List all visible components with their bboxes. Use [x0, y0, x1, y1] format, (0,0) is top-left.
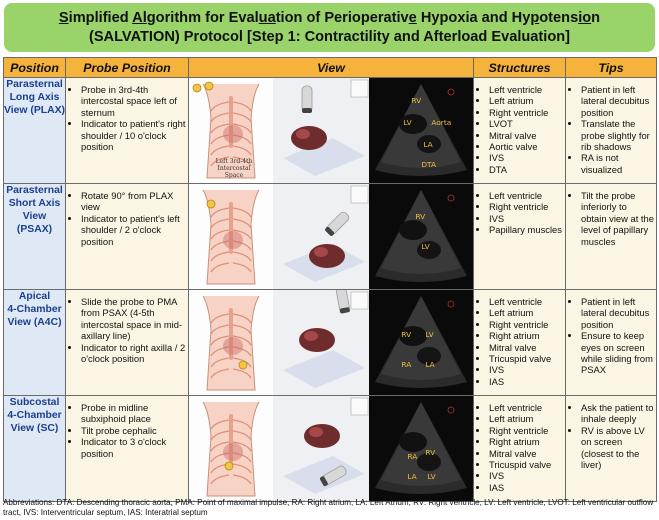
structures-cell	[474, 396, 566, 502]
echo-label: DTA	[421, 160, 437, 169]
probe-position-cell	[66, 78, 189, 184]
list-item: • Left atrium	[489, 307, 563, 318]
chest-panel	[189, 290, 273, 395]
view-position-name	[4, 396, 66, 502]
heart-model-image	[273, 290, 370, 395]
position-line: 4-Chamber	[7, 304, 62, 315]
list-item: • DTA	[489, 164, 563, 175]
title-line-2: (SALVATION) Protocol [Step 1: Contractility and Afterload Evaluation]	[88, 28, 571, 45]
view-position-name	[4, 290, 66, 396]
list-item: • Right atrium	[489, 436, 563, 447]
view-image-strip	[189, 184, 473, 289]
list-item: • LVOT	[489, 118, 563, 129]
chest-caption: Left 3rd-4th Intercostal Space	[215, 158, 253, 179]
view-position-name	[4, 184, 66, 290]
structures-cell-list	[474, 290, 565, 387]
title-line-1: Simplified Algorithm for Evaluation of Perioperative Hypoxia and Hypotension	[58, 9, 601, 26]
tips-cell-list	[566, 290, 656, 376]
structures-cell-list	[474, 78, 565, 175]
header-tips: Tips	[566, 58, 657, 78]
header-position: Position	[4, 58, 66, 78]
list-item: • IVS	[489, 470, 563, 481]
view-image-strip	[189, 290, 473, 395]
list-item: • Papillary muscles	[489, 224, 563, 235]
view-images-cell	[189, 290, 474, 396]
echo-label: Aorta	[431, 118, 452, 127]
list-item: • IAS	[489, 482, 563, 493]
list-item: • IAS	[489, 376, 563, 387]
list-item: • Indicator to right axilla / 2 o'clock position	[81, 342, 186, 365]
echo-label: RV	[425, 448, 436, 457]
list-item: • Rotate 90° from PLAX view	[81, 190, 186, 213]
list-item: • Left ventricle	[489, 296, 563, 307]
position-line: Long Axis	[9, 92, 60, 103]
echo-label: LV	[425, 330, 434, 339]
abbreviations-footnote: Abbreviations: DTA: Descending thoracic aorta, PMA: Point of maximal impulse, RA: Right atrium, LA: Left Atrium, RV: Right ventricle, LV: Left ventricle, LVOT: Left ventricular outflow tract, IVS: Interventricular septum, IAS: Interatrial septum	[3, 498, 654, 517]
list-item: • Tricuspid valve	[489, 459, 563, 470]
list-item: • Patient in left lateral decubitus position	[581, 296, 654, 330]
chest-panel	[189, 396, 273, 501]
structures-cell	[474, 290, 566, 396]
list-item: • RV is above LV on screen (closest to the liver)	[581, 425, 654, 471]
tips-cell	[566, 78, 657, 184]
list-item: • Ask the patient to inhale deeply	[581, 402, 654, 425]
list-item: • RA is not visualized	[581, 152, 654, 175]
list-item: • Aortic valve	[489, 141, 563, 152]
list-item: • Left atrium	[489, 95, 563, 106]
list-item: • Tilt probe cephalic	[81, 425, 186, 436]
list-item: • Tilt the probe inferiorly to obtain view at the level of papillary muscles	[581, 190, 654, 247]
echo-label: RA	[407, 452, 418, 461]
heart-model-image	[273, 396, 370, 501]
probe-position-cell-list	[66, 290, 188, 364]
position-line: Parasternal	[6, 185, 63, 196]
probe-position-cell-list	[66, 184, 188, 247]
position-line: Subcostal	[9, 397, 60, 408]
table-row	[4, 184, 657, 290]
list-item: • Slide the probe to PMA from PSAX (4-5th intercostal space in mid-axillary line)	[81, 296, 186, 342]
probe-position-cell-list	[66, 78, 188, 152]
table-row	[4, 78, 657, 184]
position-line: View (PLAX)	[4, 105, 66, 116]
tips-cell-list	[566, 78, 656, 175]
position-line: Apical	[18, 291, 51, 302]
tips-cell-list	[566, 396, 656, 470]
list-item: • Left ventricle	[489, 84, 563, 95]
echo-label: RA	[401, 360, 412, 369]
list-item: • Left ventricle	[489, 402, 563, 413]
list-item: • Indicator to patient's left shoulder / 2 o'clock position	[81, 213, 186, 247]
chest-diagram	[189, 396, 273, 501]
probe-position-cell	[66, 290, 189, 396]
tips-cell	[566, 290, 657, 396]
position-line: Short Axis	[8, 198, 61, 209]
echo-label: LV	[421, 242, 430, 251]
echo-label: LV	[427, 472, 436, 481]
list-item: • Left atrium	[489, 413, 563, 424]
view-position-name	[4, 78, 66, 184]
echo-image	[369, 184, 473, 289]
list-item: • IVS	[489, 364, 563, 375]
view-images-cell	[189, 396, 474, 502]
list-item: • Probe in 3rd-4th intercostal space left of sternum	[81, 84, 186, 118]
chest-diagram	[189, 184, 273, 289]
chest-panel	[189, 184, 273, 289]
model-panel	[273, 184, 370, 289]
echo-label: RV	[401, 330, 412, 339]
model-panel	[273, 78, 370, 183]
echo-image	[369, 78, 473, 183]
probe-position-cell	[66, 184, 189, 290]
probe-position-cell-list	[66, 396, 188, 459]
echo-image	[369, 290, 473, 395]
echo-label: LV	[403, 118, 412, 127]
position-line: 4-Chamber	[7, 410, 62, 421]
list-item: • Right ventricle	[489, 107, 563, 118]
header-structures: Structures	[474, 58, 566, 78]
echo-image	[369, 396, 473, 501]
structures-cell	[474, 184, 566, 290]
list-item: • Right atrium	[489, 330, 563, 341]
list-item: • Right ventricle	[489, 425, 563, 436]
view-image-strip	[189, 396, 473, 501]
echo-label: LA	[407, 472, 417, 481]
heart-model-image	[273, 78, 370, 183]
list-item: • Probe in midline subxiphoid place	[81, 402, 186, 425]
title-banner	[4, 3, 655, 52]
list-item: • Patient in left lateral decubitus position	[581, 84, 654, 118]
structures-cell-list	[474, 396, 565, 493]
tips-cell-list	[566, 184, 656, 247]
structures-cell	[474, 78, 566, 184]
echo-label: LA	[423, 140, 433, 149]
view-images-cell	[189, 78, 474, 184]
list-item: • Right ventricle	[489, 201, 563, 212]
list-item: • Right ventricle	[489, 319, 563, 330]
list-item: • Indicator to 3 o'clock position	[81, 436, 186, 459]
list-item: • Mitral valve	[489, 448, 563, 459]
probe-position-cell	[66, 396, 189, 502]
list-item: • Translate the probe slightly for rib shadows	[581, 118, 654, 152]
structures-cell-list	[474, 184, 565, 236]
position-line: View (SC)	[10, 423, 59, 434]
heart-model-image	[273, 184, 370, 289]
model-panel	[273, 290, 370, 395]
chest-diagram	[189, 290, 273, 395]
header-probe-position: Probe Position	[66, 58, 189, 78]
list-item: • IVS	[489, 213, 563, 224]
list-item: • Ensure to keep eyes on screen while sliding from PSAX	[581, 330, 654, 376]
position-line: Parasternal	[6, 79, 63, 90]
position-line: View (PSAX)	[16, 211, 53, 235]
table-row	[4, 290, 657, 396]
echo-label: RV	[411, 96, 422, 105]
view-images-cell	[189, 184, 474, 290]
view-image-strip	[189, 78, 473, 183]
echo-label: RV	[415, 212, 426, 221]
header-view: View	[189, 58, 474, 78]
tips-cell	[566, 396, 657, 502]
header-row	[4, 58, 657, 78]
chest-panel	[189, 78, 273, 183]
tips-cell	[566, 184, 657, 290]
list-item: • Tricuspid valve	[489, 353, 563, 364]
list-item: • Indicator to patient's right shoulder / 10 o'clock position	[81, 118, 186, 152]
echo-label: LA	[425, 360, 435, 369]
list-item: • Mitral valve	[489, 130, 563, 141]
list-item: • Mitral valve	[489, 342, 563, 353]
table-row	[4, 396, 657, 502]
position-line: View (A4C)	[7, 317, 62, 328]
list-item: • Left ventricle	[489, 190, 563, 201]
protocol-table	[3, 57, 657, 502]
model-panel	[273, 396, 370, 501]
list-item: • IVS	[489, 152, 563, 163]
